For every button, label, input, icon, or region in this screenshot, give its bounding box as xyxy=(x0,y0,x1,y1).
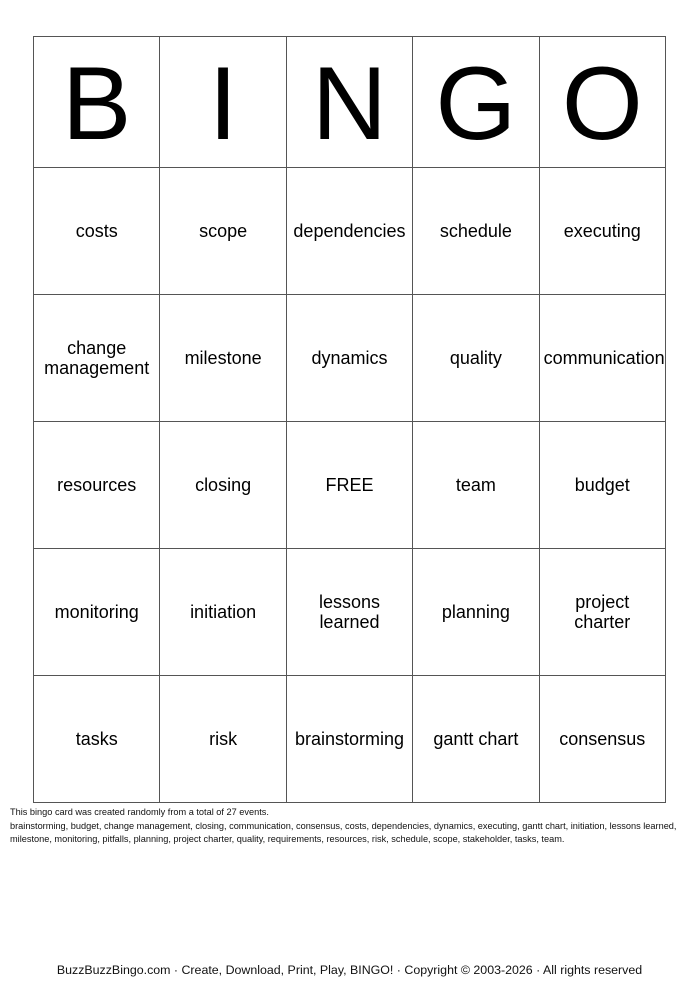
page-footer: BuzzBuzzBingo.com · Create, Download, Print, Play, BINGO! · Copyright © 2003-2026 · All rights reserved xyxy=(56,963,643,977)
bingo-cell: tasks xyxy=(34,676,160,803)
bingo-cell: consensus xyxy=(539,676,665,803)
bingo-cell: brainstorming xyxy=(286,676,412,803)
header-letter-g: G xyxy=(413,37,539,168)
bingo-cell xyxy=(34,295,160,422)
cell-text: project charter xyxy=(574,592,631,632)
bingo-row xyxy=(34,549,666,676)
bingo-row xyxy=(34,422,666,549)
bingo-cell: team xyxy=(413,422,539,549)
event-list: brainstorming, budget, change management, closing, communication, consensus, costs, dependencies, dynamics, executing, gantt chart, initiation, lessons learned, milestone, monitoring, pitfalls, planning, project charter, quality, requirements, resources, risk, schedule, scope, stakeholder, tasks, team. xyxy=(10,820,677,844)
bingo-cell: dynamics xyxy=(286,295,412,422)
bingo-cell: milestone xyxy=(160,295,286,422)
bingo-cell: risk xyxy=(160,676,286,803)
cell-text: lessons learned xyxy=(318,592,380,632)
bingo-row xyxy=(34,168,666,295)
bingo-cell: executing xyxy=(539,168,665,295)
header-letter-o: O xyxy=(539,37,665,168)
bingo-cell: costs xyxy=(34,168,160,295)
header-letter-n: N xyxy=(286,37,412,168)
bingo-cell: budget xyxy=(539,422,665,549)
card-description-intro: This bingo card was created randomly from a total of 27 events. xyxy=(10,807,269,817)
bingo-cell: monitoring xyxy=(34,549,160,676)
bingo-cell xyxy=(286,549,412,676)
bingo-card xyxy=(33,36,666,803)
bingo-cell: dependencies xyxy=(286,168,412,295)
bingo-cell: communication xyxy=(539,295,665,422)
bingo-cell: planning xyxy=(413,549,539,676)
header-letter-b: B xyxy=(34,37,160,168)
bingo-cell: gantt chart xyxy=(413,676,539,803)
bingo-row xyxy=(34,676,666,803)
header-letter-i: I xyxy=(160,37,286,168)
bingo-cell: closing xyxy=(160,422,286,549)
bingo-cell: quality xyxy=(413,295,539,422)
bingo-cell xyxy=(539,549,665,676)
bingo-cell: resources xyxy=(34,422,160,549)
cell-text: change management xyxy=(44,338,150,378)
bingo-row xyxy=(34,295,666,422)
card-description xyxy=(10,806,690,847)
bingo-header-row xyxy=(34,37,666,168)
bingo-cell: scope xyxy=(160,168,286,295)
free-space-cell: FREE xyxy=(286,422,412,549)
bingo-cell: initiation xyxy=(160,549,286,676)
bingo-cell: schedule xyxy=(413,168,539,295)
